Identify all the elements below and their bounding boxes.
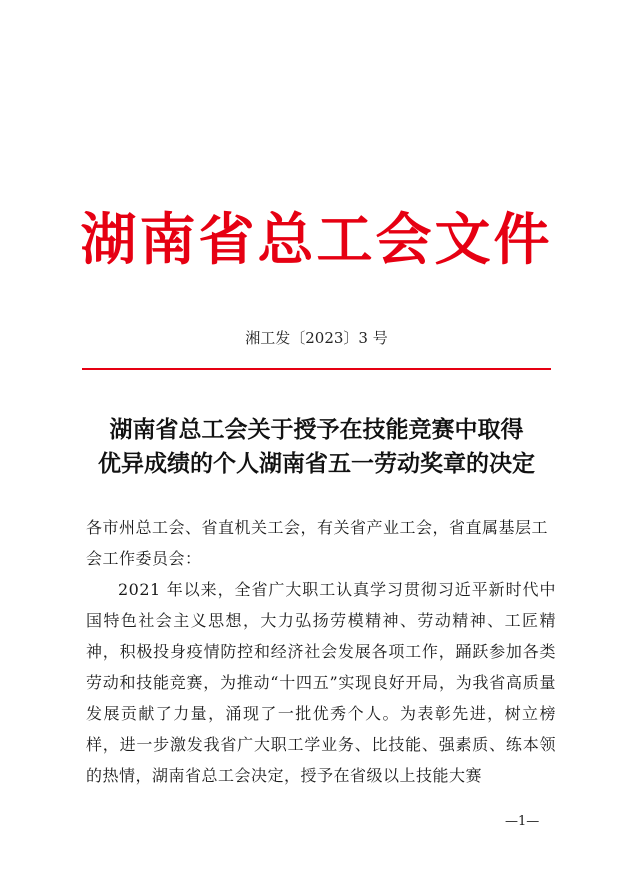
red-divider-line [82, 368, 551, 370]
document-number: 湘工发〔2023〕3 号 [245, 329, 388, 347]
page-number: —1— [505, 814, 540, 829]
issuer-masthead: 湖南省总工会文件 [80, 207, 553, 273]
body-paragraph: 2021 年以来，全省广大职工认真学习贯彻习近平新时代中国特色社会主义思想，大力弘扬劳模精神、劳动精神、工匠精神，积极投身疫情防控和经济社会发展各项工作，踊跃参加各类劳动和技能竞赛，为推动“十四五”实现良好开局，为我省高质量发展贡献了力量，涌现了一批优秀个人。为表彰先进，树立榜样，进一步激发我省广大职工学业务、比技能、强素质、练本领的热情，湖南省总工会决定，授予在省级以上技能大赛 [86, 580, 556, 785]
title-line-2: 优异成绩的个人湖南省五一劳动奖章的决定 [98, 450, 535, 477]
document-title [60, 413, 573, 481]
addressee-paragraph: 各市州总工会、省直机关工会，有关省产业工会，省直属基层工会工作委员会： [86, 518, 549, 568]
title-line-1: 湖南省总工会关于授予在技能竞赛中取得 [109, 416, 524, 443]
